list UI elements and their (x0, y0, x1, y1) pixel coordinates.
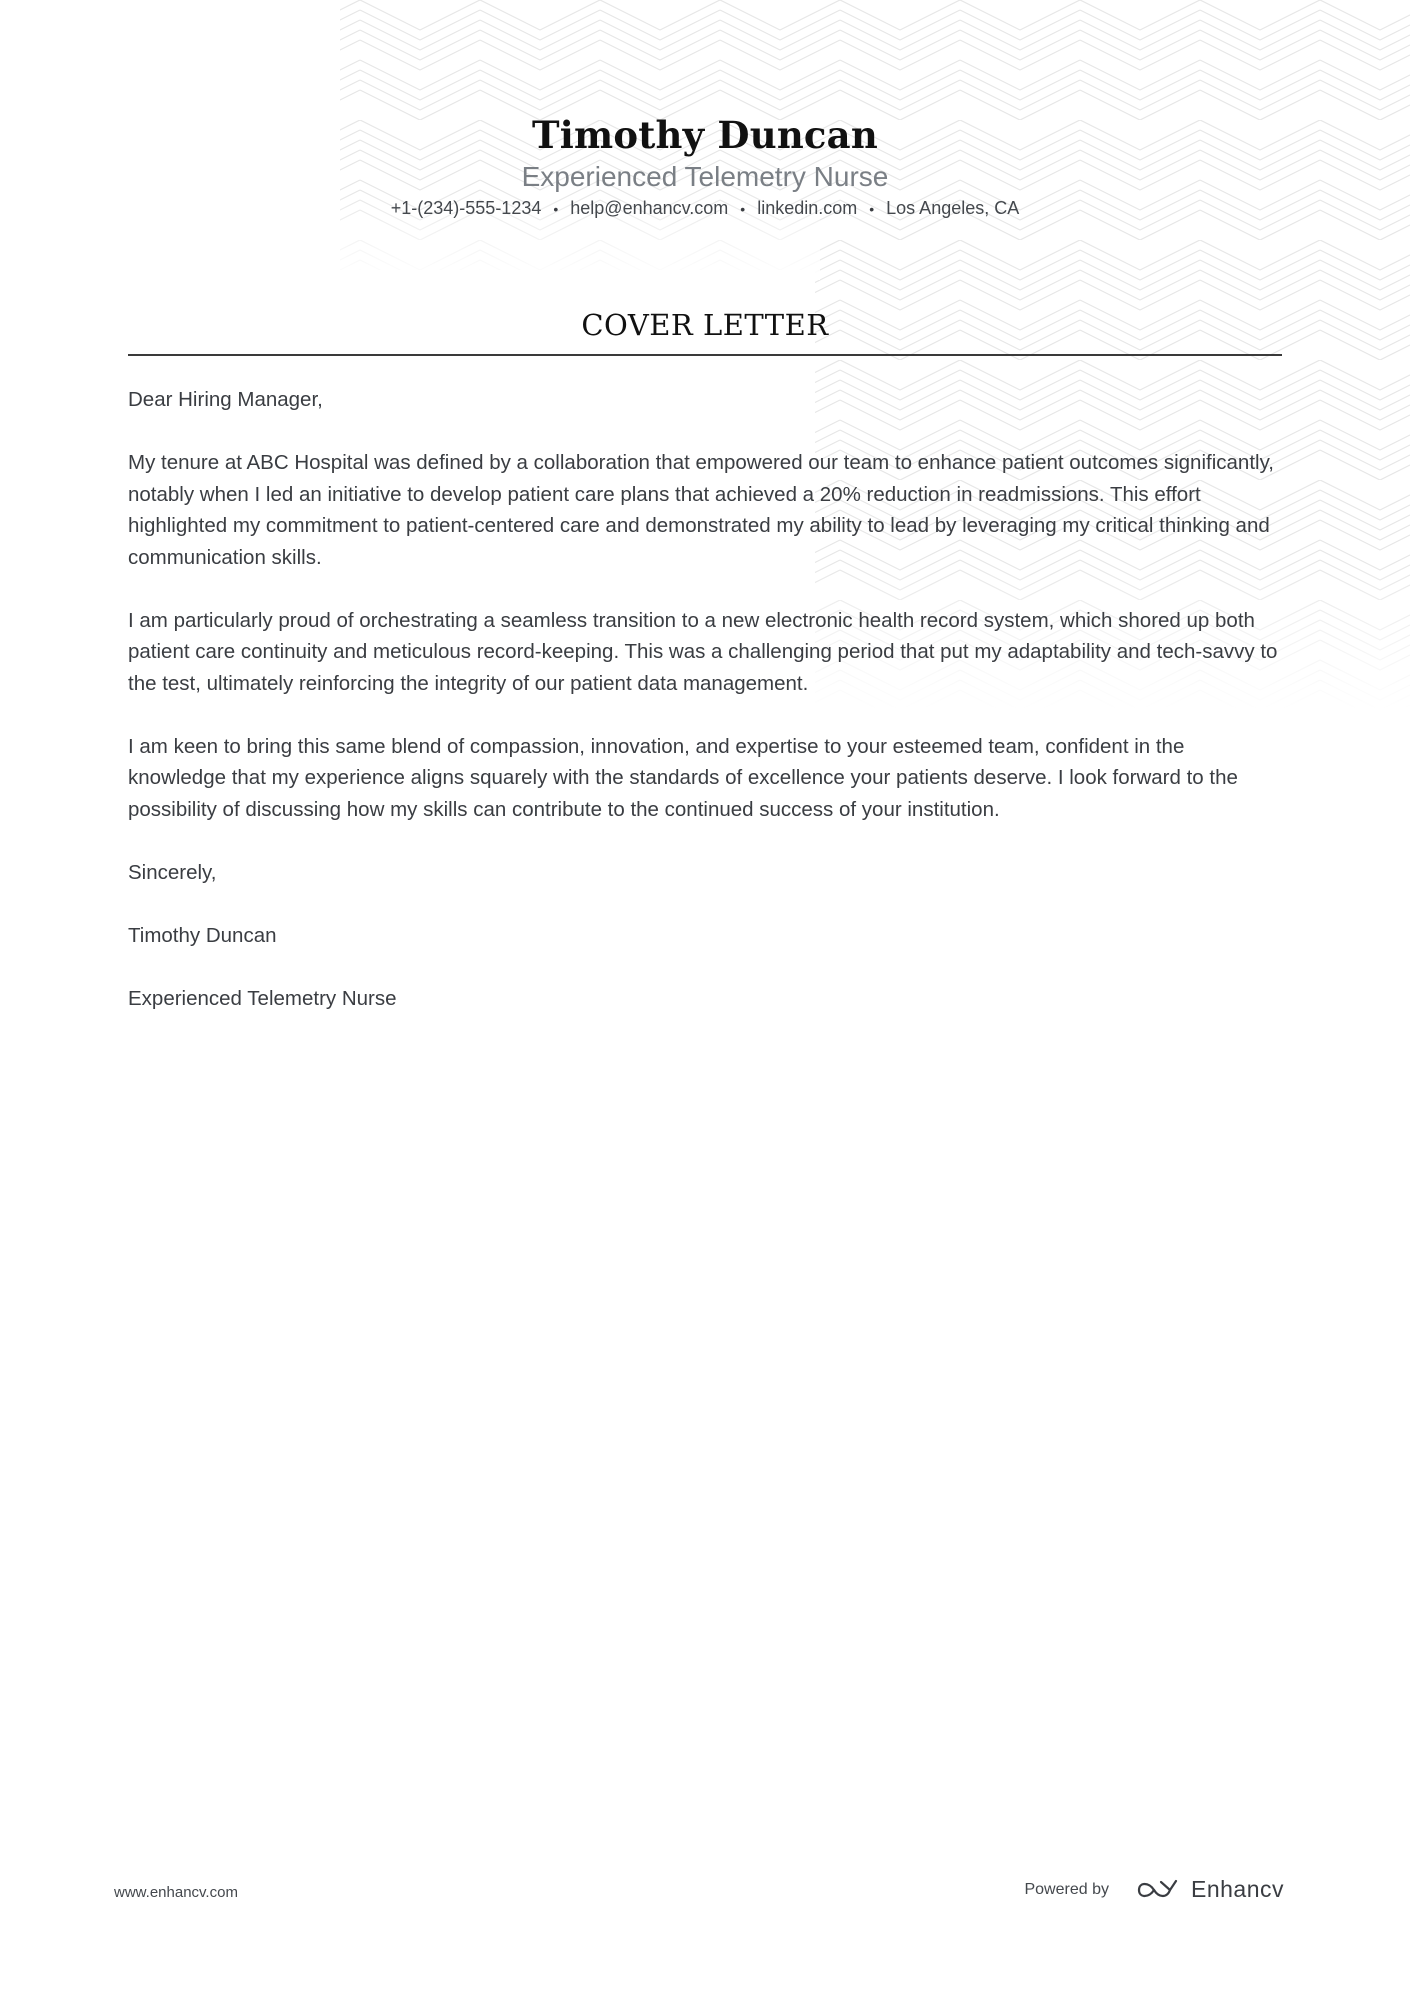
signature-name: Timothy Duncan (128, 923, 277, 947)
contact-linkedin: linkedin.com (757, 198, 858, 218)
footer-branding (1024, 1876, 1284, 1903)
contact-info (0, 196, 1410, 221)
contact-phone: +1-(234)-555-1234 (390, 198, 542, 218)
applicant-title: Experienced Telemetry Nurse (521, 161, 889, 192)
contact-location: Los Angeles, CA (886, 198, 1020, 218)
enhancv-logo-icon (1135, 1878, 1181, 1902)
contact-email: help@enhancv.com (570, 198, 729, 218)
powered-by-label: Powered by (1024, 1880, 1109, 1898)
separator-dot: • (740, 201, 746, 218)
letter-paragraph-1: My tenure at ABC Hospital was defined by a collaboration that empowered our team to enhance patient outcomes significantly, notably when I led an initiative to develop patient care plans that achieved a 20% reduction in readmissions. This effort highlighted my commitment to patient-centered care and demonstrated my ability to lead by leveraging my critical thinking and communication skills. (128, 451, 1274, 569)
separator-dot: • (553, 201, 559, 218)
enhancv-logo[interactable] (1135, 1876, 1284, 1903)
letter-salutation: Dear Hiring Manager, (128, 388, 323, 411)
section-title: COVER LETTER (581, 308, 829, 342)
letter-paragraph-2: I am particularly proud of orchestrating a seamless transition to a new electronic health record system, which shored up both patient care continuity and meticulous record-keeping. This was a challenging period that put my adaptability and tech-savvy to the test, ultimately reinforcing the integrity of our patient data management. (128, 608, 1278, 695)
enhancv-brand-name: Enhancv (1190, 1876, 1284, 1902)
letter-body (128, 384, 1288, 1046)
signature-title: Experienced Telemetry Nurse (128, 986, 397, 1010)
separator-dot: • (869, 201, 875, 218)
resume-header (0, 112, 1410, 221)
section-divider (128, 354, 1282, 356)
footer-website-link[interactable]: www.enhancv.com (114, 1884, 238, 1901)
applicant-name: Timothy Duncan (532, 113, 878, 157)
letter-closing: Sincerely, (128, 860, 217, 884)
letter-paragraph-3: I am keen to bring this same blend of compassion, innovation, and expertise to your esteemed team, confident in the knowledge that my experience aligns squarely with the standards of excellence your patients deserve. I look forward to the possibility of discussing how my skills can contribute to the continued success of your institution. (128, 734, 1238, 821)
